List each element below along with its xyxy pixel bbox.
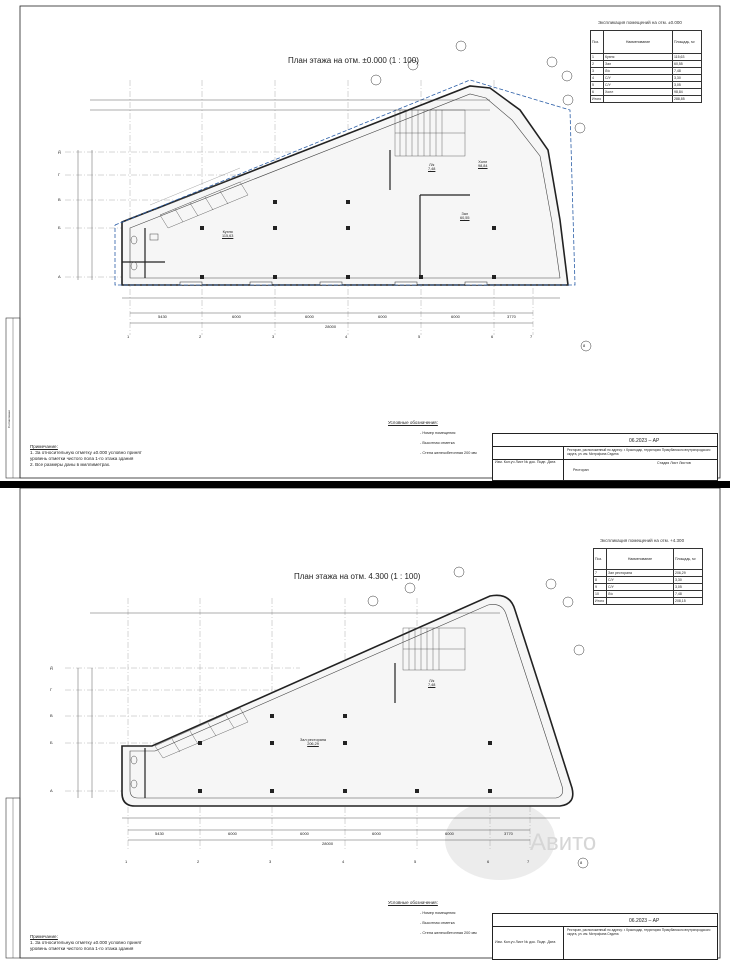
- dim-5: 6000: [445, 831, 454, 836]
- room-name: Зал: [461, 212, 469, 216]
- room-name: Зал ресторана: [300, 738, 327, 742]
- dim-overall: 28000: [325, 324, 337, 329]
- table-row: 2 Зал 60,55: [591, 61, 702, 68]
- dim-3: 6000: [305, 314, 314, 319]
- legend: [388, 898, 477, 938]
- dim-4: 6000: [378, 314, 387, 319]
- grid-axis-5: 5: [414, 859, 417, 864]
- note-line: уровень отметки чистого пола 1-го этажа здания: [30, 456, 134, 461]
- room-area: 98,84: [478, 164, 488, 168]
- grid-axis-4: 4: [342, 859, 345, 864]
- legend-item: - Высотная отметка: [420, 441, 455, 445]
- table-total-row: Итого 208,15: [594, 598, 703, 605]
- col-header: Наименование: [607, 549, 674, 570]
- grid-axis-5: 5: [418, 334, 421, 339]
- grid-axis-4: 4: [345, 334, 348, 339]
- grid-axis-1: 1: [125, 859, 128, 864]
- dim-2: 6000: [232, 314, 241, 319]
- table-row: 8 С/У 3,30: [594, 577, 703, 584]
- grid-axis-b: Б: [58, 225, 61, 230]
- room-name: Кухня: [222, 230, 233, 234]
- grid-axis-g: Г: [58, 172, 61, 177]
- title-block: [492, 913, 718, 960]
- plan-title: План этажа на отм. ±0.000 (1 : 100): [288, 56, 419, 65]
- svg-text:Авито: Авито: [530, 829, 597, 856]
- table-row: 7 Зал ресторана 206,29: [594, 570, 703, 577]
- legend: [388, 418, 477, 458]
- grid-axis-6: 6: [487, 859, 490, 864]
- room-area: 60,55: [460, 216, 470, 220]
- note-line: уровень отметки чистого пола 1-го этажа здания: [30, 946, 134, 951]
- stamp-columns: Изм. Кол.уч Лист № док. Подп. Дата: [495, 460, 556, 464]
- room-area: 206,29: [307, 742, 319, 746]
- room-tag-stair: [428, 163, 435, 171]
- stamp-rows: Стадия Лист Листов: [657, 461, 691, 465]
- grid-axis-d: Д: [50, 665, 53, 670]
- dim-3: 6000: [300, 831, 309, 836]
- col-header: Площадь, м²: [674, 549, 703, 570]
- table-row: 6 Холл 98,84: [591, 89, 702, 96]
- legend-item: - Номер помещения: [420, 431, 456, 435]
- dim-overall: 28000: [322, 841, 334, 846]
- room-tag-holl: [478, 160, 488, 168]
- grid-axis-d: Д: [58, 149, 61, 154]
- grid-axis-7: 7: [527, 859, 530, 864]
- stamp-columns: Изм. Кол.уч Лист № док. Подп. Дата: [495, 940, 556, 944]
- grid-axis-b: Б: [50, 740, 53, 745]
- col-header: Наименование: [604, 31, 673, 54]
- grid-axis-2: 2: [199, 334, 202, 339]
- grid-axis-8: 8: [580, 860, 583, 865]
- room-tag-restaurant-hall: [300, 738, 326, 746]
- col-header: Площадь, м²: [673, 31, 702, 54]
- drawing-sheet-2: [0, 488, 730, 960]
- note-line: 1. За относительную отметку ±0.000 условно принят: [30, 450, 142, 455]
- room-name: Л/к: [429, 163, 435, 167]
- stamp-sheet: Ресторан: [573, 468, 589, 472]
- room-area: 7,48: [428, 683, 436, 687]
- note-line: 2. Все размеры даны в миллиметрах.: [30, 462, 111, 467]
- notes: [30, 934, 142, 952]
- room-area: 7,48: [428, 167, 436, 171]
- plan-title: План этажа на отм. 4.300 (1 : 100): [294, 572, 421, 581]
- table-row: 1 Кухня 115,63: [591, 54, 702, 61]
- stamp-code: 06.2023 – АР: [629, 438, 660, 444]
- table-row: 4 С/У 3,30: [591, 75, 702, 82]
- dim-6: 3770: [507, 314, 516, 319]
- table-total-row: Итого 288,85: [591, 96, 702, 103]
- notes-title: Примечание:: [30, 444, 58, 449]
- dim-6: 3770: [504, 831, 513, 836]
- col-header: Поз.: [591, 31, 604, 54]
- grid-axis-3: 3: [272, 334, 275, 339]
- grid-axis-3: 3: [269, 859, 272, 864]
- dim-1: 5430: [158, 314, 167, 319]
- notes: [30, 444, 142, 468]
- dim-4: 6000: [372, 831, 381, 836]
- legend-item: - Стена железобетонная 200 мм: [420, 931, 477, 935]
- col-header: Поз.: [594, 549, 607, 570]
- room-area: 115,63: [222, 234, 234, 238]
- legend-item: - Высотная отметка: [420, 921, 455, 925]
- table-row: 10 Л/к 7,48: [594, 591, 703, 598]
- table-row: 9 С/У 3,05: [594, 584, 703, 591]
- stamp-text: Ресторан, расположенный по адресу: г. Краснодар, территория Прикубанского внутригородского округа, ул. им. Митрофана Седина: [567, 928, 711, 936]
- title-block: [492, 433, 718, 481]
- dim-1: 5430: [155, 831, 164, 836]
- room-tag-hall: [460, 212, 470, 220]
- grid-axis-6: 6: [491, 334, 494, 339]
- notes-title: Примечание:: [30, 934, 58, 939]
- table-row: 3 Л/к 7,48: [591, 68, 702, 75]
- explication-table: [593, 548, 703, 605]
- table-row: 5 С/У 3,05: [591, 82, 702, 89]
- room-name: Холл: [478, 160, 488, 164]
- grid-axis-8: 8: [583, 343, 586, 348]
- stamp-text: Ресторан, расположенный по адресу: г. Краснодар, территория Прикубанского внутригородского округа, ул. им. Митрофана Седина: [567, 448, 711, 456]
- legend-title: Условные обозначения:: [388, 420, 438, 425]
- legend-item: - Стена железобетонная 200 мм: [420, 451, 477, 455]
- grid-axis-g: Г: [50, 687, 53, 692]
- grid-axis-v: В: [50, 713, 53, 718]
- legend-item: - Номер помещения: [420, 911, 456, 915]
- grid-axis-7: 7: [530, 334, 533, 339]
- explication-title: Экспликация помещений на отм. ±0.000: [598, 20, 682, 25]
- room-tag-kitchen: [222, 230, 233, 238]
- room-tag-stair: [428, 679, 435, 687]
- legend-title: Условные обозначения:: [388, 900, 438, 905]
- grid-axis-a: А: [50, 788, 53, 793]
- grid-axis-2: 2: [197, 859, 200, 864]
- note-line: 1. За относительную отметку ±0.000 условно принят: [30, 940, 142, 945]
- explication-title: Экспликация помещений на отм. +4.300: [600, 538, 685, 543]
- dim-5: 6000: [451, 314, 460, 319]
- grid-axis-1: 1: [127, 334, 130, 339]
- side-label: Согласовано: [7, 410, 11, 429]
- stamp-code: 06.2023 – АР: [629, 918, 660, 924]
- grid-axis-a: А: [58, 274, 61, 279]
- room-name: Л/к: [429, 679, 435, 683]
- grid-axis-v: В: [58, 197, 61, 202]
- explication-table: [590, 30, 702, 103]
- dim-2: 6000: [228, 831, 237, 836]
